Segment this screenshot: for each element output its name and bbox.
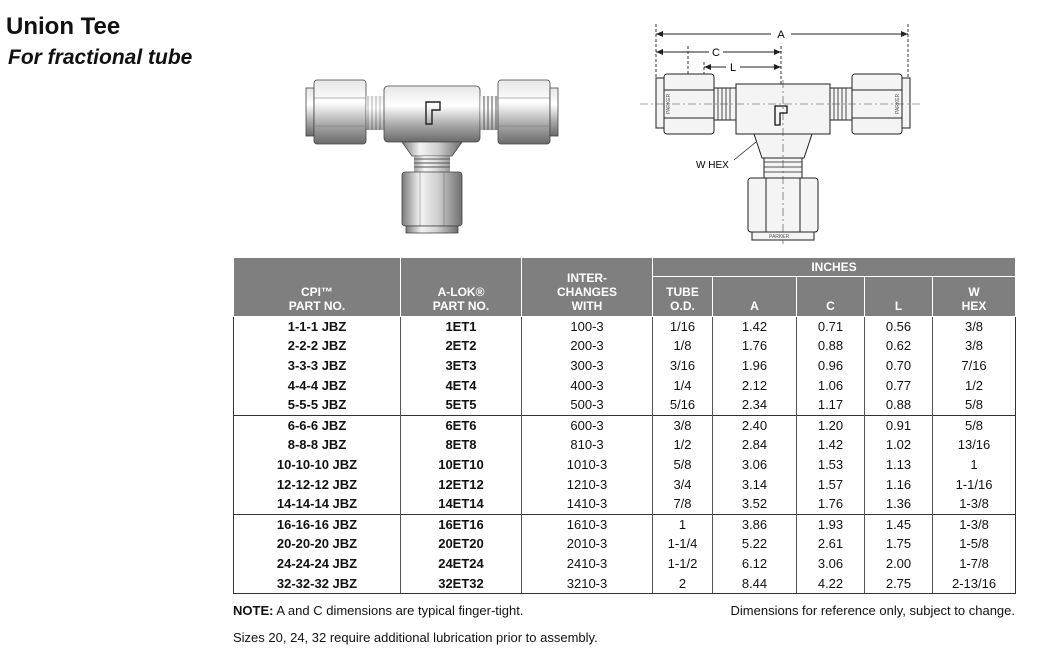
w-hex-cell: 1/2 bbox=[933, 376, 1016, 396]
table-row bbox=[234, 455, 1016, 475]
dimension-l-label: L bbox=[729, 62, 737, 74]
c-cell: 0.71 bbox=[797, 317, 865, 337]
interchange-cell: 500-3 bbox=[522, 395, 653, 415]
l-cell: 0.70 bbox=[865, 356, 933, 376]
a-cell: 1.96 bbox=[713, 356, 797, 376]
alok-part-cell: 32ET32 bbox=[401, 574, 522, 594]
cpi-part-cell: 10-10-10 JBZ bbox=[234, 455, 401, 475]
tube-od-cell: 2 bbox=[653, 574, 713, 594]
alok-part-cell: 6ET6 bbox=[401, 415, 522, 435]
tube-od-cell: 5/16 bbox=[653, 395, 713, 415]
c-cell: 3.06 bbox=[797, 554, 865, 574]
table-row bbox=[234, 436, 1016, 456]
column-header-cpi: CPI™ PART NO. bbox=[234, 258, 401, 317]
w-hex-cell: 3/8 bbox=[933, 337, 1016, 357]
tube-od-cell: 3/4 bbox=[653, 475, 713, 495]
table-row bbox=[234, 337, 1016, 357]
w-hex-cell: 1 bbox=[933, 455, 1016, 475]
interchange-cell: 200-3 bbox=[522, 337, 653, 357]
tube-od-cell: 1-1/2 bbox=[653, 554, 713, 574]
cpi-part-cell: 6-6-6 JBZ bbox=[234, 415, 401, 435]
l-cell: 2.00 bbox=[865, 554, 933, 574]
cpi-part-cell: 24-24-24 JBZ bbox=[234, 554, 401, 574]
a-cell: 6.12 bbox=[713, 554, 797, 574]
cpi-part-cell: 2-2-2 JBZ bbox=[234, 337, 401, 357]
c-cell: 1.53 bbox=[797, 455, 865, 475]
l-cell: 1.13 bbox=[865, 455, 933, 475]
w-hex-cell: 1-3/8 bbox=[933, 494, 1016, 514]
a-cell: 2.12 bbox=[713, 376, 797, 396]
interchange-cell: 1610-3 bbox=[522, 514, 653, 534]
alok-part-cell: 24ET24 bbox=[401, 554, 522, 574]
alok-part-cell: 14ET14 bbox=[401, 494, 522, 514]
interchange-cell: 1010-3 bbox=[522, 455, 653, 475]
tube-od-cell: 7/8 bbox=[653, 494, 713, 514]
w-hex-cell: 5/8 bbox=[933, 415, 1016, 435]
a-cell: 1.76 bbox=[713, 337, 797, 357]
a-cell: 3.86 bbox=[713, 514, 797, 534]
alok-part-cell: 2ET2 bbox=[401, 337, 522, 357]
l-cell: 0.62 bbox=[865, 337, 933, 357]
table-row bbox=[234, 376, 1016, 396]
interchange-cell: 3210-3 bbox=[522, 574, 653, 594]
brand-mark-left: PARKER bbox=[666, 93, 672, 114]
table-row bbox=[234, 475, 1016, 495]
alok-part-cell: 16ET16 bbox=[401, 514, 522, 534]
dimension-drawing bbox=[636, 20, 926, 246]
c-cell: 1.17 bbox=[797, 395, 865, 415]
c-cell: 2.61 bbox=[797, 535, 865, 555]
note-body: A and C dimensions are typical finger-tight. bbox=[273, 603, 524, 618]
l-cell: 0.56 bbox=[865, 317, 933, 337]
table-row bbox=[234, 356, 1016, 376]
column-header-c: C bbox=[797, 277, 865, 317]
cpi-part-cell: 16-16-16 JBZ bbox=[234, 514, 401, 534]
l-cell: 1.02 bbox=[865, 436, 933, 456]
l-cell: 1.16 bbox=[865, 475, 933, 495]
column-header-l: L bbox=[865, 277, 933, 317]
a-cell: 8.44 bbox=[713, 574, 797, 594]
a-cell: 1.42 bbox=[713, 317, 797, 337]
tube-od-cell: 1 bbox=[653, 514, 713, 534]
c-cell: 1.20 bbox=[797, 415, 865, 435]
c-cell: 1.93 bbox=[797, 514, 865, 534]
table-row bbox=[234, 514, 1016, 534]
interchange-cell: 1410-3 bbox=[522, 494, 653, 514]
alok-part-cell: 8ET8 bbox=[401, 436, 522, 456]
w-hex-cell: 2-13/16 bbox=[933, 574, 1016, 594]
brand-mark-bottom: PARKER bbox=[769, 234, 790, 240]
alok-part-cell: 3ET3 bbox=[401, 356, 522, 376]
alok-part-cell: 10ET10 bbox=[401, 455, 522, 475]
page-title: Union Tee bbox=[6, 13, 121, 40]
note-text bbox=[233, 603, 523, 618]
a-cell: 2.34 bbox=[713, 395, 797, 415]
c-cell: 1.42 bbox=[797, 436, 865, 456]
l-cell: 2.75 bbox=[865, 574, 933, 594]
w-hex-cell: 1-7/8 bbox=[933, 554, 1016, 574]
w-hex-cell: 1-5/8 bbox=[933, 535, 1016, 555]
brand-mark-right: PARKER bbox=[895, 93, 901, 114]
column-group-inches: INCHES bbox=[653, 258, 1016, 277]
cpi-part-cell: 1-1-1 JBZ bbox=[234, 317, 401, 337]
tube-od-cell: 1/8 bbox=[653, 337, 713, 357]
alok-part-cell: 5ET5 bbox=[401, 395, 522, 415]
w-hex-cell: 3/8 bbox=[933, 317, 1016, 337]
table-row bbox=[234, 535, 1016, 555]
alok-part-cell: 1ET1 bbox=[401, 317, 522, 337]
interchange-cell: 2010-3 bbox=[522, 535, 653, 555]
cpi-part-cell: 32-32-32 JBZ bbox=[234, 574, 401, 594]
interchange-cell: 100-3 bbox=[522, 317, 653, 337]
tube-od-cell: 3/16 bbox=[653, 356, 713, 376]
alok-part-cell: 12ET12 bbox=[401, 475, 522, 495]
a-cell: 2.84 bbox=[713, 436, 797, 456]
w-hex-cell: 7/16 bbox=[933, 356, 1016, 376]
interchange-cell: 1210-3 bbox=[522, 475, 653, 495]
table-row bbox=[234, 317, 1016, 337]
cpi-part-cell: 4-4-4 JBZ bbox=[234, 376, 401, 396]
union-tee-photo bbox=[302, 74, 560, 236]
interchange-cell: 400-3 bbox=[522, 376, 653, 396]
w-hex-cell: 1-1/16 bbox=[933, 475, 1016, 495]
l-cell: 1.45 bbox=[865, 514, 933, 534]
table-row bbox=[234, 415, 1016, 435]
page-subtitle: For fractional tube bbox=[8, 46, 193, 69]
a-cell: 3.52 bbox=[713, 494, 797, 514]
alok-part-cell: 4ET4 bbox=[401, 376, 522, 396]
column-header-w-hex: W HEX bbox=[933, 277, 1016, 317]
column-header-alok: A-LOK® PART NO. bbox=[401, 258, 522, 317]
c-cell: 1.57 bbox=[797, 475, 865, 495]
cpi-part-cell: 5-5-5 JBZ bbox=[234, 395, 401, 415]
column-header-interchanges: INTER- CHANGES WITH bbox=[522, 258, 653, 317]
tube-od-cell: 1/2 bbox=[653, 436, 713, 456]
interchange-cell: 810-3 bbox=[522, 436, 653, 456]
table-row bbox=[234, 494, 1016, 514]
a-cell: 2.40 bbox=[713, 415, 797, 435]
interchange-cell: 2410-3 bbox=[522, 554, 653, 574]
table-row bbox=[234, 395, 1016, 415]
w-hex-cell: 13/16 bbox=[933, 436, 1016, 456]
l-cell: 0.77 bbox=[865, 376, 933, 396]
tube-od-cell: 1/4 bbox=[653, 376, 713, 396]
table-row bbox=[234, 554, 1016, 574]
interchange-cell: 600-3 bbox=[522, 415, 653, 435]
lubrication-note: Sizes 20, 24, 32 require additional lubrication prior to assembly. bbox=[233, 630, 598, 645]
c-cell: 0.88 bbox=[797, 337, 865, 357]
cpi-part-cell: 20-20-20 JBZ bbox=[234, 535, 401, 555]
l-cell: 1.75 bbox=[865, 535, 933, 555]
a-cell: 3.06 bbox=[713, 455, 797, 475]
dimension-c-label: C bbox=[712, 47, 720, 59]
c-cell: 1.06 bbox=[797, 376, 865, 396]
cpi-part-cell: 12-12-12 JBZ bbox=[234, 475, 401, 495]
a-cell: 5.22 bbox=[713, 535, 797, 555]
column-header-a: A bbox=[713, 277, 797, 317]
alok-part-cell: 20ET20 bbox=[401, 535, 522, 555]
tube-od-cell: 1/16 bbox=[653, 317, 713, 337]
tube-od-cell: 3/8 bbox=[653, 415, 713, 435]
w-hex-cell: 1-3/8 bbox=[933, 514, 1016, 534]
table-row bbox=[234, 574, 1016, 594]
column-header-tube-od: TUBE O.D. bbox=[653, 277, 713, 317]
w-hex-cell: 5/8 bbox=[933, 395, 1016, 415]
tube-od-cell: 1-1/4 bbox=[653, 535, 713, 555]
l-cell: 0.88 bbox=[865, 395, 933, 415]
c-cell: 0.96 bbox=[797, 356, 865, 376]
disclaimer-text: Dimensions for reference only, subject to change. bbox=[730, 603, 1015, 618]
cpi-part-cell: 8-8-8 JBZ bbox=[234, 436, 401, 456]
c-cell: 1.76 bbox=[797, 494, 865, 514]
note-label: NOTE: bbox=[233, 603, 274, 618]
cpi-part-cell: 3-3-3 JBZ bbox=[234, 356, 401, 376]
l-cell: 1.36 bbox=[865, 494, 933, 514]
w-hex-label: W HEX bbox=[696, 160, 729, 171]
specification-table bbox=[233, 257, 1016, 594]
dimension-a-label: A bbox=[777, 29, 785, 41]
interchange-cell: 300-3 bbox=[522, 356, 653, 376]
tube-od-cell: 5/8 bbox=[653, 455, 713, 475]
c-cell: 4.22 bbox=[797, 574, 865, 594]
a-cell: 3.14 bbox=[713, 475, 797, 495]
table-body bbox=[234, 317, 1016, 594]
l-cell: 0.91 bbox=[865, 415, 933, 435]
cpi-part-cell: 14-14-14 JBZ bbox=[234, 494, 401, 514]
